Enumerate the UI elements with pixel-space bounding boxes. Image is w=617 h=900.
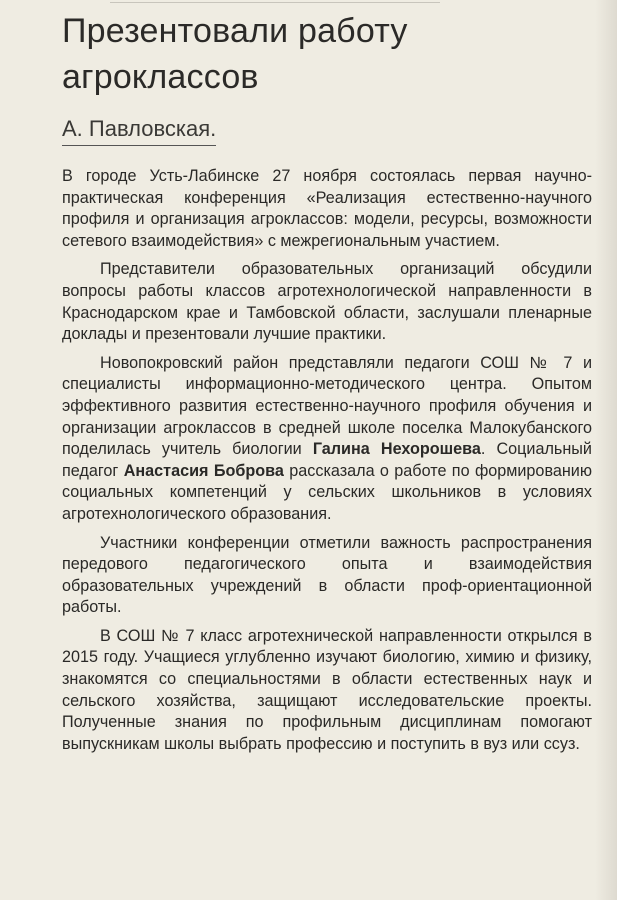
paragraph-2: Представители образовательных организаций обсудили вопросы работы классов агротехнологической направленности в Краснодарском крае и Тамбовской области, заслушали пленарные доклады и презентовали лучшие практики.: [62, 260, 592, 344]
paragraph-3: [62, 353, 592, 526]
author-byline: А. Павловская.: [62, 116, 216, 146]
article-header: [62, 8, 582, 146]
person-name-1: Галина Нехорошева: [312, 440, 481, 459]
bleed-through-rule: [110, 0, 440, 3]
paragraph-3-text-c: рассказала о работе по формированию социальных компетенций у сельских школьников в условиях агротехнологического образования.: [62, 461, 592, 523]
headline: Презентовали работу агроклассов: [62, 12, 408, 96]
paragraph-5: В СОШ № 7 класс агротехнической направленности открылся в 2015 году. Учащиеся углубленно изучают биологию, химию и физику, знакомятся со специальностями в области естественных наук и сельского хозяйства, защищают исследовательские проекты. Полученные знания по профильным дисциплинам помогают выпускникам школы выбрать профессию и поступить в вуз или ссуз.: [62, 626, 592, 753]
paragraph-3-text-a: Новопокровский район представляли педагоги СОШ № 7 и специалисты информационно-методического центра. Опытом эффективного развития естественно-научного профиля обучения и организации агроклассов в средней школе поселка Малокубанского поделилась учитель биологии: [62, 353, 592, 459]
page-edge-shadow: [595, 0, 617, 900]
person-name-2: Анастасия Боброва: [123, 461, 284, 480]
paragraph-4: Участники конференции отметили важность распространения передового педагогического опыта и взаимодействия образовательных учреждений в области проф-ориентационной работы.: [62, 533, 592, 617]
paragraph-3-text-b: . Социальный педагог: [62, 440, 592, 480]
article-body: [62, 166, 592, 762]
paragraph-1: В городе Усть-Лабинске 27 ноября состоялась первая научно-практическая конференция «Реализация естественно-научного профиля и организация агроклассов: модели, ресурсы, возможности сетевого взаимодействия» с межрегиональным участием.: [62, 167, 592, 250]
